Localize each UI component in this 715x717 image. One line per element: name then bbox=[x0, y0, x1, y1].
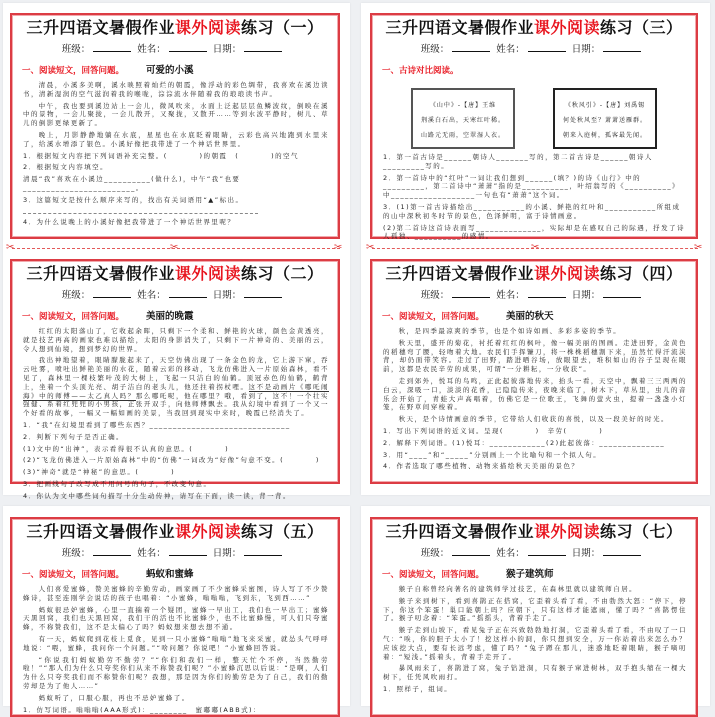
title-suffix: 练习 bbox=[600, 18, 634, 37]
class-label: 班级： bbox=[61, 548, 91, 559]
name-label: 姓名： bbox=[137, 44, 166, 55]
title-highlight: 课外阅读 bbox=[174, 522, 241, 541]
worksheet-title bbox=[372, 521, 696, 543]
title-highlight: 课外阅读 bbox=[174, 18, 241, 37]
name-label: 姓名： bbox=[496, 44, 525, 55]
poem-box bbox=[411, 88, 515, 149]
passage-paragraph bbox=[23, 356, 329, 418]
worksheet-title bbox=[372, 17, 696, 39]
question: 4．作者选取了哪些植物、动物来描绘秋天美丽的景色？ bbox=[383, 462, 580, 471]
answer-line[interactable] bbox=[23, 213, 258, 214]
passage-paragraph: 猴子走到山坡下，看见兔子正在兴致勃勃地打洞，它歪着头看了看，不由叹了一口气：“唉，你的胆子太小了！挖这样小的洞，你只想到安全，万一你站着出来怎么办？应该挖大点，要有长远考虑，懂了吗？”兔子蹲在那儿，迷惑地眨着眼睛，猴子嘀叨着：“短浅。”摇着头，背着手走开了。 bbox=[383, 626, 687, 661]
question: 3．用“____”和“_____”分别画上一个比喻句和一个拟人句。 bbox=[383, 450, 602, 459]
student-info-row bbox=[12, 288, 338, 303]
title-suffix: 练习 bbox=[241, 522, 275, 541]
date-label: 日期： bbox=[571, 290, 601, 301]
date-label: 日期： bbox=[212, 548, 242, 559]
section-instruction: 一、阅读短文，回答问题。 bbox=[22, 570, 125, 580]
poem-line: 朝来入庭树，孤客最先闻。 bbox=[562, 132, 647, 139]
title-highlight: 课外阅读 bbox=[533, 522, 600, 541]
worksheet-title bbox=[372, 263, 696, 285]
poem-line: 何处秋风至？萧萧送雁群。 bbox=[562, 117, 647, 124]
worksheet-4 bbox=[370, 259, 698, 484]
passage-paragraph: 猴子自称曾经向著名的建筑师学过技艺，在森林里就以建筑师自居。 bbox=[398, 585, 638, 593]
passage-paragraph: 秋天，是个诗情画意的季节，它带给人们收获的喜悦，以及一段美好的时光。 bbox=[398, 415, 669, 424]
title-suffix: 练习 bbox=[600, 264, 634, 283]
poem-line: 山路元无雨，空翠湿人衣。 bbox=[420, 132, 505, 139]
class-blank[interactable] bbox=[93, 42, 131, 52]
title-highlight: 课外阅读 bbox=[174, 264, 241, 283]
passage-title: 美丽的秋天 bbox=[506, 311, 554, 322]
poem-line: 荆溪白石出，天寒红叶稀。 bbox=[420, 117, 505, 124]
question: 1．“我”在幻境里看到了哪些东西？______________________________ bbox=[23, 420, 291, 429]
title-highlight: 课外阅读 bbox=[533, 18, 600, 37]
name-blank[interactable] bbox=[528, 288, 566, 298]
title-highlight: 课外阅读 bbox=[533, 264, 600, 283]
passage-title: 可爱的小溪 bbox=[146, 65, 194, 76]
poem-heading: 《秋风引》-【唐】刘禹锡 bbox=[564, 102, 646, 109]
title-prefix: 三升四语文暑假作业 bbox=[385, 18, 534, 37]
question: 2．根据短文内容填空。 bbox=[23, 163, 109, 172]
worksheet-2 bbox=[10, 259, 340, 500]
question: (3)“神奇”就是“神秘”的意思。( ) bbox=[23, 468, 176, 477]
question: 2．解释下列词语。(1)悦耳：____________(2)此起彼落：______________ bbox=[383, 438, 666, 447]
section-heading bbox=[22, 64, 338, 78]
scissors-icon: ✂ bbox=[170, 242, 179, 253]
section-instruction: 一、阅读短文，回答问题。 bbox=[22, 312, 125, 322]
date-label: 日期： bbox=[571, 44, 601, 55]
name-label: 姓名： bbox=[496, 290, 525, 301]
question: 3．把画线句子改写成不用问号的句子，不改变句意。 bbox=[23, 479, 212, 488]
worksheet-1 bbox=[10, 13, 340, 239]
passage-paragraph: 中午，我也要到溪边站上一会儿，微风吹来，水面上泛起层层鱼鳞波纹，倒映在溪中的景物，一会儿聚拢，一会儿散开，又聚拢，又散开……等到水波平静时，树儿、草儿的倒影更绿更新了。 bbox=[23, 101, 329, 128]
poem-boxes bbox=[392, 88, 676, 149]
passage-paragraph: 秋，是四季最凉爽的季节，也是个如诗如画、多彩多姿的季节。 bbox=[398, 327, 622, 335]
passage-paragraph: “你说我们蚂蚁勤劳不勤劳？”“你们和我们一样，整天忙个不停，当然勤劳啦！”“那人们为什么只夸奖你们从来不称赞我们呢？”小蜜蜂沉思以后说：“是啊，人们为什么只夸奖我们而不称赞你们呢？我想，那是因为你们的勤劳是为了自己，我们的勤劳却是为了他人……” bbox=[23, 655, 329, 690]
class-blank[interactable] bbox=[452, 42, 490, 52]
scissors-icon: ✂ bbox=[531, 242, 540, 253]
question: 1．仿写词语。嗡嗡嗡(AAA形式)：________ 蜜嘟嘟(ABB式)： bbox=[23, 705, 261, 714]
section-heading bbox=[382, 568, 696, 582]
passage-paragraph: 暴风雨来了，喜鹊进了窝，兔子钻进洞，只有猴子窜进树林，双手抱头缩在一棵大树下，任凭风吹雨打。 bbox=[383, 664, 687, 682]
passage-paragraph: 猴子来到树下，看到喜鹊正在搭窝，它歪着头看了看，不由勃然大怒：“停下，停下，你这个笨蛋！巢口能朝上吗？应朝下，只有这样才能遮雨，懂了吗？”喜鹊愣住了。猴子叨念着：“笨蛋。”摇摇头，背着手走了。 bbox=[383, 596, 687, 623]
worksheet-title bbox=[12, 17, 338, 39]
section-instruction: 一、阅读短文，回答问题。 bbox=[22, 66, 125, 76]
name-label: 姓名： bbox=[137, 290, 166, 301]
title-prefix: 三升四语文暑假作业 bbox=[26, 522, 175, 541]
passage-title: 猴子建筑师 bbox=[506, 569, 554, 580]
worksheet-7 bbox=[370, 517, 698, 717]
section-instruction: 一、古诗对比阅读。 bbox=[382, 66, 459, 76]
passage-paragraph: 蚂蚁很忌妒蜜蜂，心里一直揣着一个疑团，蜜蜂一早出工，我们也一早出工；蜜蜂天黑回窝，我们也天黑回窝，我们干的活也不比蜜蜂少，也不比蜜蜂慢，可人们只夸蜜蜂，不称赞我们，这不是太偏心了吗？蚂蚁想来想去想不通。 bbox=[23, 605, 329, 632]
class-label: 班级： bbox=[61, 44, 91, 55]
scissors-icon: ✂ bbox=[694, 242, 703, 253]
question: (2)“飞龙仿佛进入一片原始森林”中的“仿佛”一词改为“好像”句意不变。( ) bbox=[23, 456, 320, 465]
date-blank[interactable] bbox=[244, 288, 282, 298]
date-blank[interactable] bbox=[603, 546, 641, 556]
class-label: 班级： bbox=[420, 290, 450, 301]
title-suffix: 练习 bbox=[241, 18, 275, 37]
name-blank[interactable] bbox=[528, 42, 566, 52]
name-label: 姓名： bbox=[137, 548, 166, 559]
underlined-sentence: 这不是动画片《哪吒闹海》中的师傅——太乙真人吗？ bbox=[23, 382, 329, 400]
date-blank[interactable] bbox=[603, 288, 641, 298]
section-instruction: 一、阅读短文，回答问题。 bbox=[382, 312, 485, 322]
passage-paragraph: 有一天，蚂蚁爬到花枝上觅食，见到一只小蜜蜂“嗡嗡”地飞来采蜜，就怂头气呼呼地说：“喂，蜜蜂，我问你一个问题。”“啥问题？你说吧！”小蜜蜂回答说。 bbox=[23, 634, 329, 652]
student-info-row bbox=[372, 288, 696, 303]
section-heading bbox=[22, 568, 338, 582]
question: 4．为什么说晚上的小溪好像把我带进了一个神话世界里呢？ bbox=[23, 217, 236, 226]
title-number: （一） bbox=[274, 18, 324, 37]
class-label: 班级： bbox=[420, 548, 450, 559]
name-blank[interactable] bbox=[169, 546, 207, 556]
question: 4．你认为文中哪些词句描写十分生动传神，请写在下面，读一读，背一背。 bbox=[23, 491, 291, 500]
title-prefix: 三升四语文暑假作业 bbox=[385, 264, 534, 283]
section-heading bbox=[382, 310, 696, 324]
text-segment: 我出神地望着，眼睛朦胧起来了，天空仿佛出现了一条金色的龙，它上游下窜，吞云吐雾，喷吐出鲜艳美丽的水花，随着云彩的移动，飞龙仿佛进入一片原始森林，看不见了，森林里一棵枝繁叶茂的大树上，飞起一只洁白的仙鹤。顶冠赤色的仙鹤，鹤背上，坐着一个头顶光亮、胡子洁白的老头儿，他还拄着拐杖哩。 bbox=[23, 356, 329, 391]
scissors-icon: ✂ bbox=[6, 242, 15, 253]
passage-paragraph: 晚上，月影静静地躺在水底，星星也在水底眨着眼睛，云彩也高兴地跑到水里来了，给溪水增添了银色。小溪好像把我带进了一个神话世界里。 bbox=[23, 130, 329, 148]
name-blank[interactable] bbox=[528, 546, 566, 556]
section-heading bbox=[382, 64, 696, 78]
class-blank[interactable] bbox=[452, 288, 490, 298]
passage-paragraph: 蚂蚁听了，口服心服，再也不忌妒蜜蜂了。 bbox=[38, 693, 190, 702]
section-heading bbox=[22, 310, 338, 324]
date-blank[interactable] bbox=[244, 546, 282, 556]
title-number: （五） bbox=[274, 522, 324, 541]
question: 3．这篇短文是按什么顺序来写的，找出有关词语用“▲”标出。 bbox=[23, 195, 244, 204]
text-segment: 那么哪吒呢，他在哪里？哦，看到了，这不！一个壮实强健、系着红兜兜的小男孩，正张开双手，向他师傅飘去。我从幻境中看到了一个又一个好看的故事，一幅又一幅如画的美景，当我回到现实中来时，晚霞已经消失了。 bbox=[23, 391, 329, 418]
title-suffix: 练习 bbox=[241, 264, 275, 283]
scissors-icon: ✂ bbox=[366, 242, 375, 253]
title-number: （二） bbox=[274, 264, 324, 283]
passage-paragraph: 红红的太阳落山了，它收起余晖，只剩下一个柔和、鲜艳的火球，颜色金黄透亮，就是技艺再高的画家也难以描绘，太阳的身影消失了，只剩下一片神奇的、美丽的云，令人想到仙境，想到梦幻的世界。 bbox=[23, 327, 329, 353]
passage-title: 美丽的晚霞 bbox=[146, 311, 194, 322]
student-info-row bbox=[372, 42, 696, 57]
question: 1．写出下列词语的近义词。呈现( ) 辛劳( ) bbox=[383, 426, 604, 435]
scissors-icon: ✂ bbox=[334, 242, 343, 253]
poem-box bbox=[553, 88, 657, 149]
class-blank[interactable] bbox=[452, 546, 490, 556]
question: 清晨“我”喜欢在小溪边__________(做什么)，中午“我”也要________________________。 bbox=[23, 175, 241, 192]
name-blank[interactable] bbox=[169, 42, 207, 52]
class-label: 班级： bbox=[420, 44, 450, 55]
passage-title: 蚂蚁和蜜蜂 bbox=[146, 569, 194, 580]
poem-heading: 《山中》-【唐】王维 bbox=[429, 102, 497, 109]
student-info-row bbox=[12, 546, 338, 561]
date-blank[interactable] bbox=[603, 42, 641, 52]
question: (2)第二首诗这首诗表面写______________，实际却是在感叹自己的际遇，抒发了诗人孤独、__________的感情。 bbox=[383, 223, 685, 241]
name-blank[interactable] bbox=[169, 288, 207, 298]
question: 2．判断下列句子是否正确。 bbox=[23, 432, 124, 441]
passage-paragraph: 人们喜爱蜜蜂，赞美蜜蜂的辛勤劳动，画家画了不少蜜蜂采蜜图，诗人写了不少赞蜂诗，甚至连刚学会说话的孩子也唱着：“小蜜蜂，嗡嗡嗡，飞到东，飞到西……” bbox=[23, 585, 329, 602]
question: (1)文中的“出神”，表示看得很不认真的意思。( ) bbox=[23, 444, 230, 453]
question: 1．根据短文内容把下列词语补充完整。( )的朝霞 ( )的空气 bbox=[23, 151, 299, 160]
section-instruction: 一、阅读短文，回答问题。 bbox=[382, 570, 485, 580]
title-prefix: 三升四语文暑假作业 bbox=[26, 18, 175, 37]
date-label: 日期： bbox=[212, 290, 242, 301]
name-label: 姓名： bbox=[496, 548, 525, 559]
question: 3．(1)第一首古诗描绘出___________的小溪、鲜艳的红叶和___________所组成的山中深秋初冬时节的景色，色泽鲜明，富于诗情画意。 bbox=[383, 202, 681, 220]
passage-paragraph: 清晨，小溪多美啊，溪水映照着灿烂的朝霞，像浮动的彩色绸带，我喜欢在溪边读书，清新湿润的空气滋润着我的喉咙，淙淙流水伴随着我的琅琅读书声。 bbox=[23, 81, 329, 98]
worksheet-title bbox=[12, 521, 338, 543]
question: 2．第一首诗中的“红叶”一词让我们想到______(填？)的诗《山行》中的_________，第二首诗中“萧萧”指的是__________，叶绍翁写的《__________》中__________________一句也有“萧萧”这个词。 bbox=[383, 173, 680, 200]
title-prefix: 三升四语文暑假作业 bbox=[385, 522, 534, 541]
class-blank[interactable] bbox=[93, 288, 131, 298]
title-number: （三） bbox=[633, 18, 683, 37]
student-info-row bbox=[12, 42, 338, 57]
worksheet-5 bbox=[10, 517, 340, 717]
title-number: （七） bbox=[633, 522, 683, 541]
title-prefix: 三升四语文暑假作业 bbox=[26, 264, 175, 283]
question: 1．第一首古诗是______朝诗人_______写的，第二首古诗是______朝诗人_________写的。 bbox=[383, 153, 653, 170]
passage-paragraph: 走到郊外，悦耳的鸟鸣，正此起彼落地传来，抬头一看，天空中，飘着三三两两的白云，深吸一口，淡淡的花香，已隐隐传来，夜晚来临了，树木下，草丛里，虫儿的音乐会开始了，青蛙大声高唱着，仿佛它是一位歌王，飞舞的萤火虫，提着一盏盏小灯笼，在野草间穿梭着。 bbox=[383, 376, 687, 412]
student-info-row bbox=[372, 546, 696, 561]
date-blank[interactable] bbox=[244, 42, 282, 52]
passage-paragraph: 秋天里，盛开的菊花，衬托着红红的枫叶，像一幅美丽的图画。走进田野，金黄色的稻穗弯了腰，轻吻着大地。农民们手挥镰刀，将一株株稻穗割下来，虽然忙得汗流浃背，却仍面带笑容。走过了田野，踏进晒谷场，放眼望去，堆积如山的谷子呈现在眼前，这都是农民辛劳的成果，可谓“一分耕耘，一分收获”。 bbox=[383, 338, 687, 374]
title-suffix: 练习 bbox=[600, 522, 634, 541]
title-number: （四） bbox=[633, 264, 683, 283]
date-label: 日期： bbox=[571, 548, 601, 559]
worksheet-3 bbox=[370, 13, 698, 239]
date-label: 日期： bbox=[212, 44, 242, 55]
question: 1．照样子，组词。 bbox=[383, 684, 453, 693]
class-label: 班级： bbox=[61, 290, 91, 301]
worksheet-title bbox=[12, 263, 338, 285]
class-blank[interactable] bbox=[93, 546, 131, 556]
